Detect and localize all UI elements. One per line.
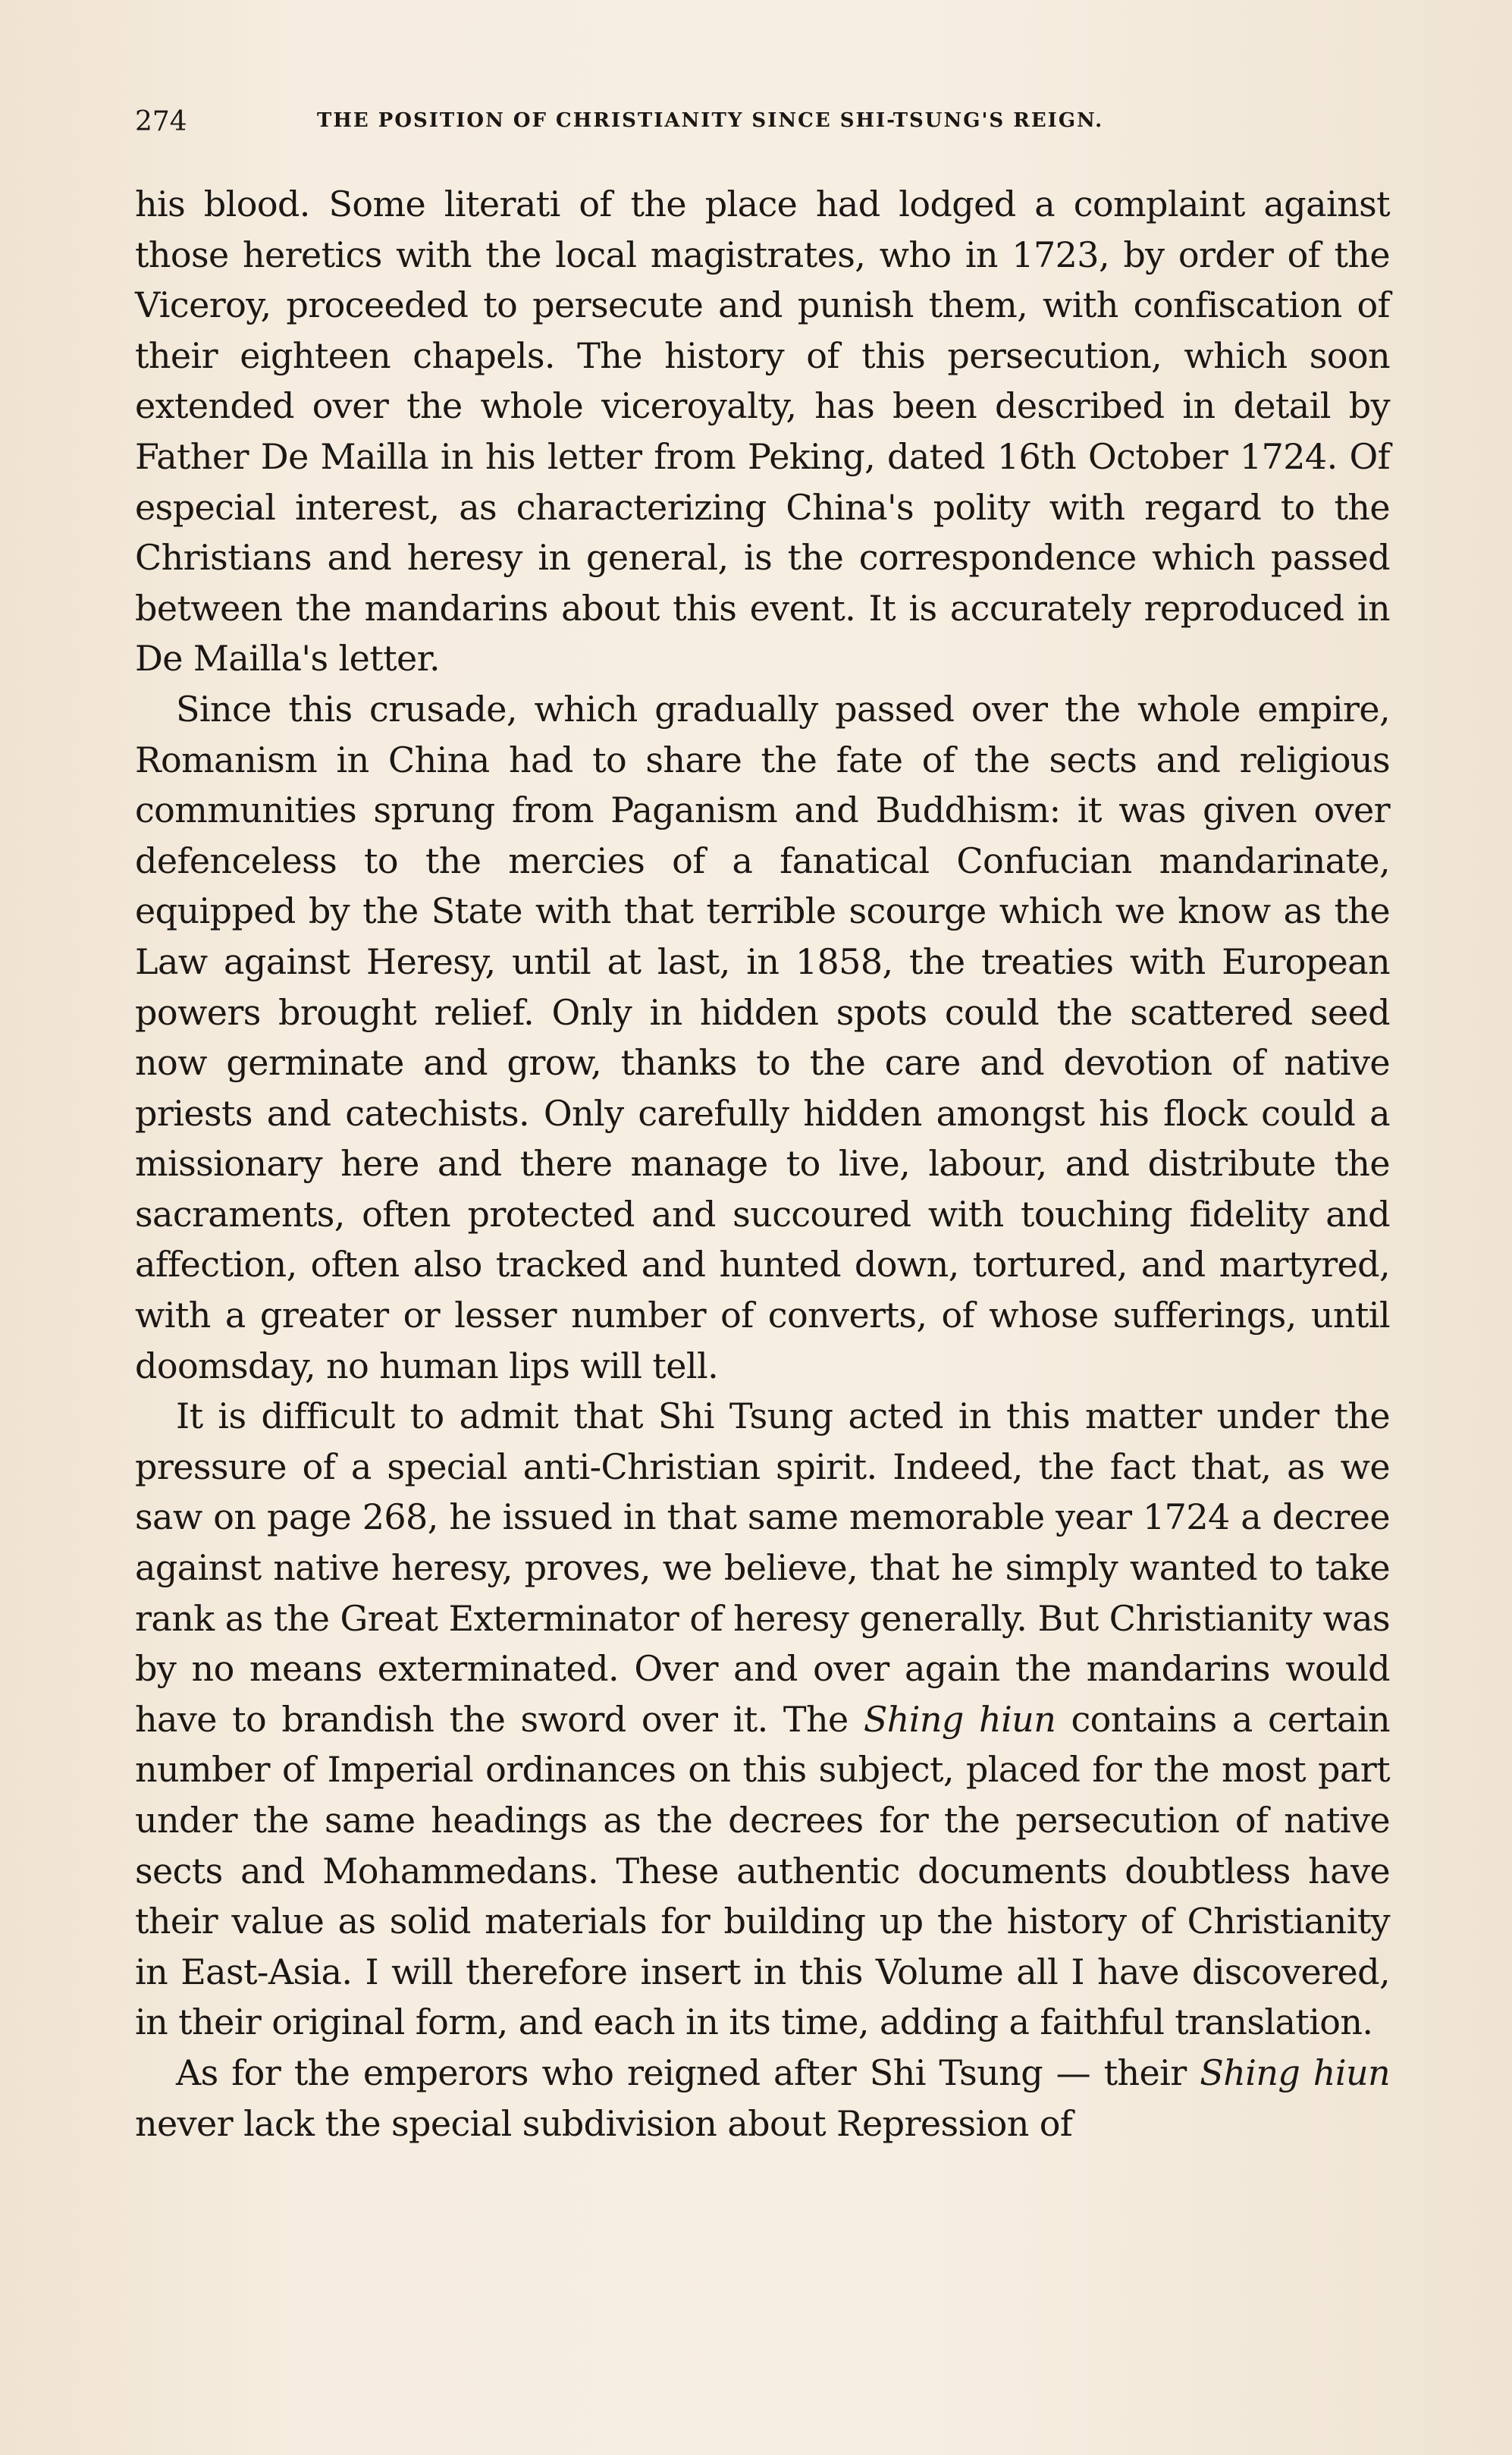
paragraph-1: his blood. Some literati of the place had lodged a complaint against those heretics with the local magistrates, who in 1723, by order of the Viceroy, proceeded to persecute and punish them, with confiscation of their eighteen chapels. The history of this persecution, which soon extended over the whole viceroyalty, has been described in detail by Father De Mailla in his letter from Peking, dated 16th October 1724. Of especial interest, as characterizing China's polity with regard to the Christians and heresy in general, is the correspondence which passed between the mandarins about this event. It is accurately reproduced in De Mailla's letter.: [135, 184, 1390, 680]
italic-term: Shing hiun: [1200, 2052, 1390, 2093]
paragraph-4: As for the emperors who reigned after Shi Tsung — their Shing hiun never lack the special subdivision about Repression of: [135, 2052, 1390, 2144]
running-head: [135, 106, 1390, 152]
body-text: [135, 179, 1390, 2149]
page-number: 274: [135, 106, 187, 137]
italic-term: Shing hiun: [863, 1698, 1056, 1740]
paragraph-3: It is difficult to admit that Shi Tsung acted in this matter under the pressure of a special anti-Christian spirit. Indeed, the fact that, as we saw on page 268, he issued in that same memorable year 1724 a decree against native heresy, proves, we believe, that he simply wanted to take rank as the Great Exterminator of heresy generally. But Christianity was by no means exterminated. Over and over again the mandarins would have to brandish the sword over it. The Shing hiun contains a certain number of Imperial ordinances on this subject, placed for the most part under the same headings as the decrees for the persecution of native sects and Mohammedans. These authentic documents doubtless have their value as solid materials for building up the history of Christianity in East-Asia. I will therefore insert in this Volume all I have discovered, in their original form, and each in its time, adding a faithful translation.: [135, 1395, 1390, 2043]
running-title: THE POSITION OF CHRISTIANITY SINCE SHI-TSUNG'S REIGN.: [317, 109, 1104, 132]
paragraph-2: Since this crusade, which gradually passed over the whole empire, Romanism in China had to share the fate of the sects and religious communities sprung from Paganism and Buddhism: it was given over defenceless to the mercies of a fanatical Confucian mandarinate, equipped by the State with that terrible scourge which we know as the Law against Heresy, until at last, in 1858, the treaties with European powers brought relief. Only in hidden spots could the scattered seed now germinate and grow, thanks to the care and devotion of native priests and catechists. Only carefully hidden amongst his flock could a missionary here and there manage to live, labour, and distribute the sacraments, often protected and succoured with touching fidelity and affection, often also tracked and hunted down, tortured, and martyred, with a greater or lesser number of converts, of whose sufferings, until doomsday, no human lips will tell.: [135, 688, 1390, 1386]
book-page: [135, 106, 1390, 2149]
